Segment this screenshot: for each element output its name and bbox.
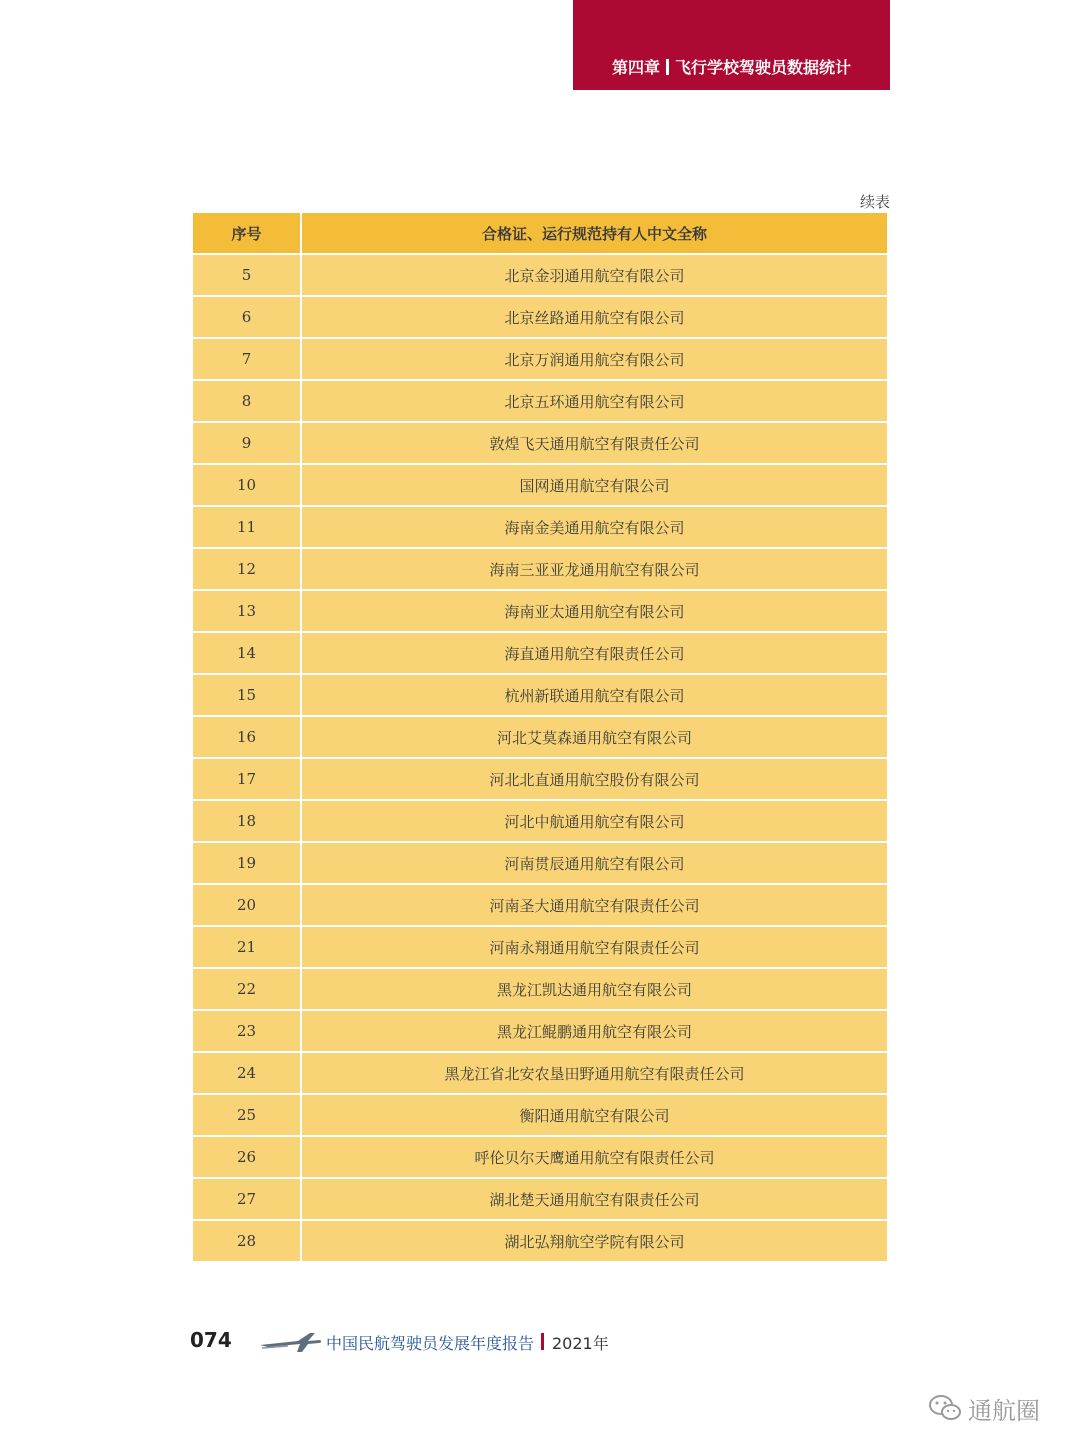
company-name: 河北北直通用航空股份有限公司: [302, 759, 887, 799]
chapter-separator: [666, 59, 669, 75]
footer-separator: [541, 1333, 544, 1350]
table-row: [193, 1053, 887, 1093]
table-row: [193, 675, 887, 715]
row-number: 16: [193, 717, 300, 757]
row-number: 8: [193, 381, 300, 421]
table-row: [193, 297, 887, 337]
company-name: 黑龙江凯达通用航空有限公司: [302, 969, 887, 1009]
company-name: 北京五环通用航空有限公司: [302, 381, 887, 421]
table-row: [193, 759, 887, 799]
row-number: 15: [193, 675, 300, 715]
company-name: 呼伦贝尔天鹰通用航空有限责任公司: [302, 1137, 887, 1177]
row-number: 27: [193, 1179, 300, 1219]
row-number: 25: [193, 1095, 300, 1135]
row-number: 14: [193, 633, 300, 673]
table-row: [193, 591, 887, 631]
table-row: [193, 549, 887, 589]
table-row: [193, 801, 887, 841]
table-row: [193, 465, 887, 505]
company-name: 北京丝路通用航空有限公司: [302, 297, 887, 337]
table-row: [193, 1137, 887, 1177]
company-name: 海南亚太通用航空有限公司: [302, 591, 887, 631]
airplane-icon: [258, 1327, 322, 1355]
company-name: 海南三亚亚龙通用航空有限公司: [302, 549, 887, 589]
table-row: [193, 339, 887, 379]
company-name: 湖北弘翔航空学院有限公司: [302, 1221, 887, 1261]
row-number: 21: [193, 927, 300, 967]
page-number: 074: [190, 1328, 232, 1352]
company-name: 河南贯辰通用航空有限公司: [302, 843, 887, 883]
company-name: 黑龙江鲲鹏通用航空有限公司: [302, 1011, 887, 1051]
wechat-icon: [928, 1393, 962, 1423]
row-number: 17: [193, 759, 300, 799]
row-number: 11: [193, 507, 300, 547]
company-name: 河南永翔通用航空有限责任公司: [302, 927, 887, 967]
table-row: [193, 1011, 887, 1051]
chapter-section: 飞行学校驾驶员数据统计: [675, 58, 852, 77]
column-header-number: 序号: [193, 213, 300, 253]
row-number: 22: [193, 969, 300, 1009]
row-number: 6: [193, 297, 300, 337]
table-row: [193, 423, 887, 463]
company-name: 海直通用航空有限责任公司: [302, 633, 887, 673]
report-title: 中国民航驾驶员发展年度报告: [326, 1334, 535, 1353]
row-number: 28: [193, 1221, 300, 1261]
company-name: 国网通用航空有限公司: [302, 465, 887, 505]
row-number: 18: [193, 801, 300, 841]
company-name: 北京万润通用航空有限公司: [302, 339, 887, 379]
company-name: 河南圣大通用航空有限责任公司: [302, 885, 887, 925]
table-continued-note: 续表: [859, 193, 890, 211]
chapter-number: 第四章: [611, 58, 660, 77]
company-name: 敦煌飞天通用航空有限责任公司: [302, 423, 887, 463]
company-name: 北京金羽通用航空有限公司: [302, 255, 887, 295]
table-row: [193, 507, 887, 547]
table-row: [193, 1179, 887, 1219]
table-row: [193, 381, 887, 421]
data-table: [193, 213, 887, 1263]
row-number: 9: [193, 423, 300, 463]
table-row: [193, 633, 887, 673]
row-number: 12: [193, 549, 300, 589]
table-header-row: [193, 213, 887, 253]
row-number: 10: [193, 465, 300, 505]
row-number: 13: [193, 591, 300, 631]
row-number: 23: [193, 1011, 300, 1051]
chapter-title: [573, 55, 890, 78]
company-name: 衡阳通用航空有限公司: [302, 1095, 887, 1135]
company-name: 湖北楚天通用航空有限责任公司: [302, 1179, 887, 1219]
table-row: [193, 255, 887, 295]
table-row: [193, 885, 887, 925]
row-number: 24: [193, 1053, 300, 1093]
row-number: 7: [193, 339, 300, 379]
watermark: [928, 1388, 1040, 1428]
row-number: 20: [193, 885, 300, 925]
company-name: 海南金美通用航空有限公司: [302, 507, 887, 547]
report-year: 2021年: [552, 1334, 609, 1353]
table-row: [193, 927, 887, 967]
company-name: 黑龙江省北安农垦田野通用航空有限责任公司: [302, 1053, 887, 1093]
company-name: 河北中航通用航空有限公司: [302, 801, 887, 841]
chapter-banner: [573, 0, 890, 90]
table-row: [193, 843, 887, 883]
watermark-text: 通航圈: [968, 1396, 1040, 1425]
table-row: [193, 717, 887, 757]
table-row: [193, 1095, 887, 1135]
row-number: 5: [193, 255, 300, 295]
company-name: 杭州新联通用航空有限公司: [302, 675, 887, 715]
table-row: [193, 969, 887, 1009]
row-number: 19: [193, 843, 300, 883]
company-name: 河北艾莫森通用航空有限公司: [302, 717, 887, 757]
column-header-name: 合格证、运行规范持有人中文全称: [302, 213, 887, 253]
row-number: 26: [193, 1137, 300, 1177]
table-row: [193, 1221, 887, 1261]
